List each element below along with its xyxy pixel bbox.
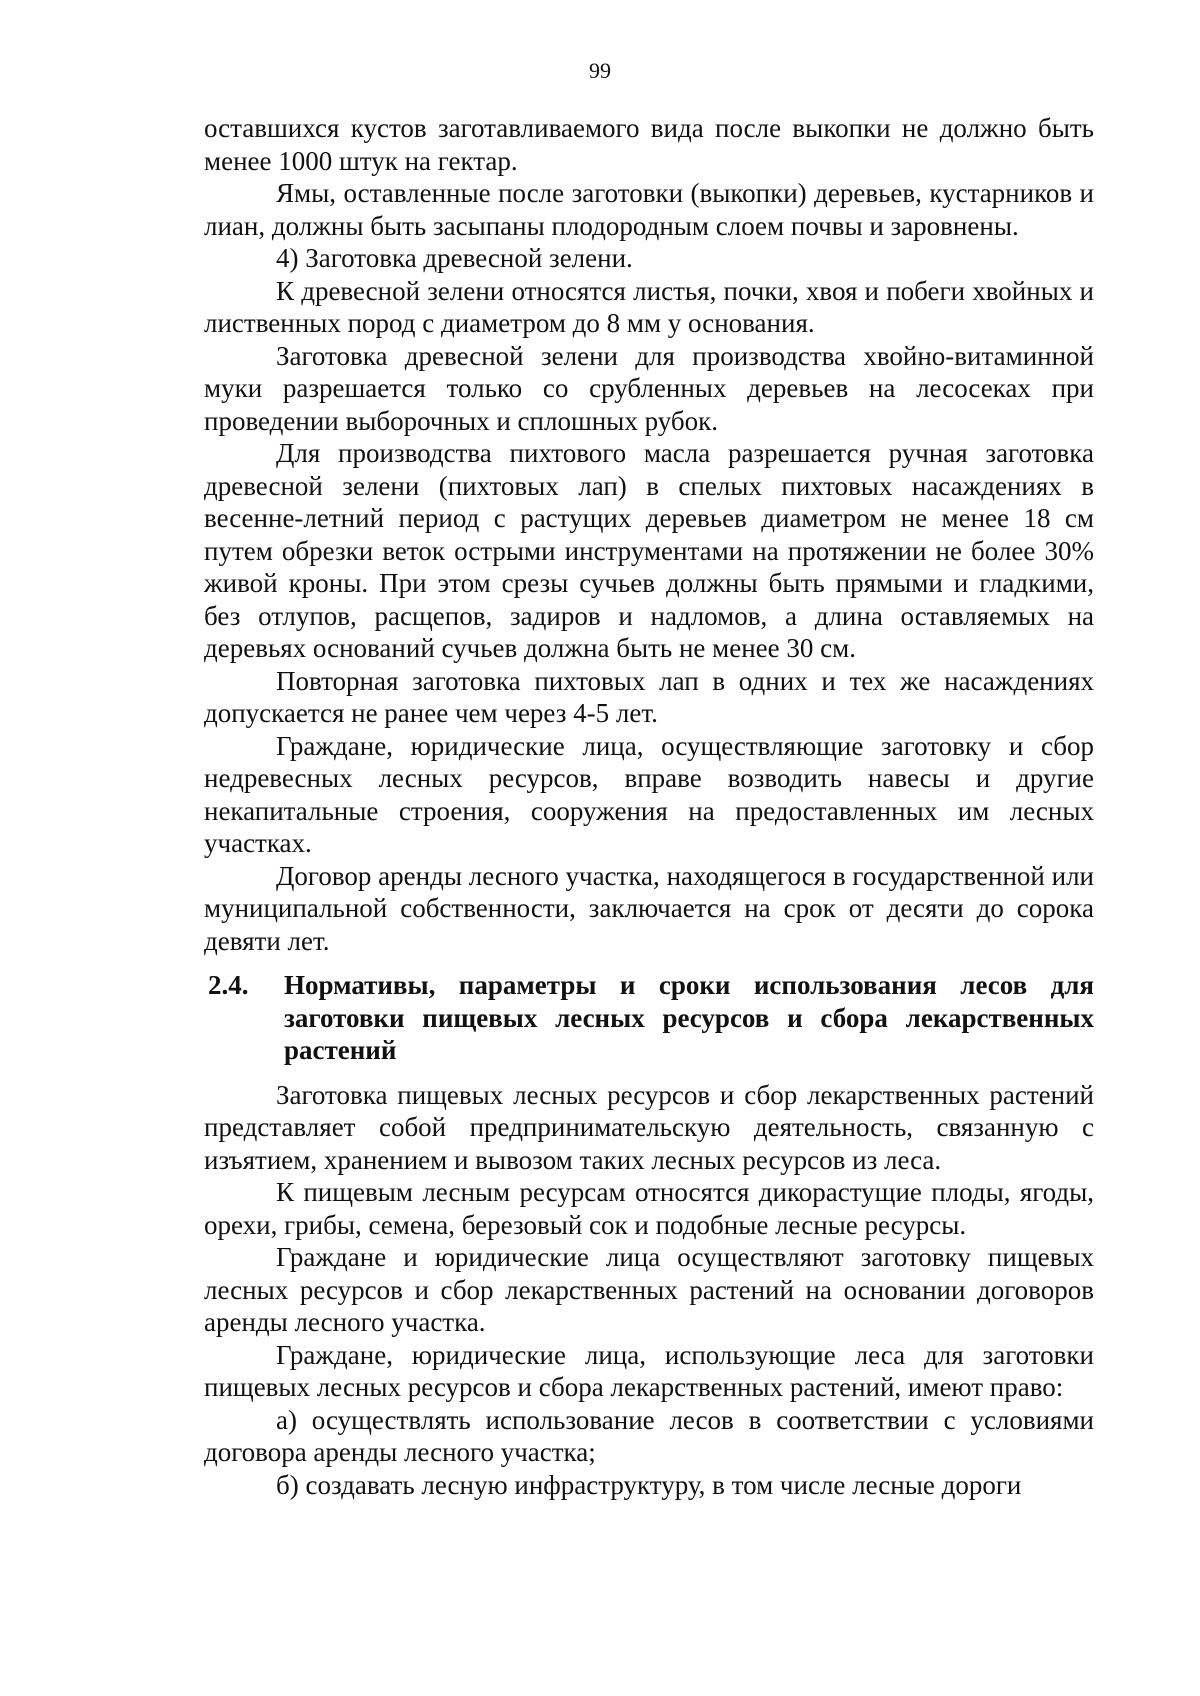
paragraph: 4) Заготовка древесной зелени. [276, 243, 633, 273]
paragraph: Граждане, юридические лица, осуществляющие заготовку и сбор недревесных лесных ресурсов, вправе возводить навесы и другие некапитальные строения, сооружения на предоставленных им лесных участках. [204, 730, 1094, 858]
paragraphs-before [204, 112, 1094, 957]
paragraph: Граждане и юридические лица осуществляют заготовку пищевых лесных ресурсов и сбор лекарственных растений на основании договоров аренды лесного участка. [204, 1242, 1094, 1337]
paragraph: Договор аренды лесного участка, находящегося в государственной или муниципальной собственности, заключается на срок от десяти до сорока девяти лет. [204, 860, 1094, 956]
paragraph: К древесной зелени относятся листья, почки, хвоя и побеги хвойных и лиственных пород с диаметром до 8 мм у основания. [204, 275, 1094, 338]
section-number: 2.4. [208, 970, 249, 1000]
paragraph: К пищевым лесным ресурсам относятся дикорастущие плоды, ягоды, орехи, грибы, семена, березовый сок и подобные лесные ресурсы. [204, 1177, 1094, 1240]
page-body [204, 112, 1094, 1501]
paragraph: Граждане, юридические лица, использующие леса для заготовки пищевых лесных ресурсов и сбора лекарственных растений, имеют право: [204, 1339, 1094, 1402]
page-number: 99 [589, 58, 611, 83]
paragraph: а) осуществлять использование лесов в соответствии с условиями договора аренды лесного участка; [204, 1404, 1094, 1467]
paragraph: Заготовка пищевых лесных ресурсов и сбор лекарственных растений представляет собой предпринимательскую деятельность, связанную с изъятием, хранением и вывозом таких лесных ресурсов из леса. [204, 1079, 1094, 1175]
paragraph: б) создавать лесную инфраструктуру, в том числе лесные дороги [276, 1469, 1022, 1500]
paragraphs-after [204, 1079, 1094, 1502]
paragraph: Повторная заготовка пихтовых лап в одних и тех же насаждениях допускается не ранее чем через 4-5 лет. [204, 665, 1094, 728]
paragraph: Ямы, оставленные после заготовки (выкопки) деревьев, кустарников и лиан, должны быть засыпаны плодородным слоем почвы и заровнены. [204, 178, 1094, 241]
paragraph: Заготовка древесной зелени для производства хвойно-витаминной муки разрешается только со срубленных деревьев на лесосеках при проведении выборочных и сплошных рубок. [204, 340, 1094, 436]
paragraph: Для производства пихтового масла разрешается ручная заготовка древесной зелени (пихтовых лап) в спелых пихтовых насаждениях в весенне-летний период с растущих деревьев диаметром не менее 18 см путем обрезки веток острыми инструментами на протяжении не более 30% живой кроны. При этом срезы сучьев должны быть прямыми и гладкими, без отлупов, расщепов, задиров и надломов, а длина оставляемых на деревьях оснований сучьев должна быть не менее 30 см. [204, 438, 1094, 663]
section-title: Нормативы, параметры и сроки использования лесов для заготовки пищевых лесных ресурсов и сбора лекарственных растений [284, 970, 1094, 1065]
section-heading [204, 969, 1094, 1067]
paragraph: оставшихся кустов заготавливаемого вида после выкопки не должно быть менее 1000 штук на гектар. [204, 113, 1094, 176]
